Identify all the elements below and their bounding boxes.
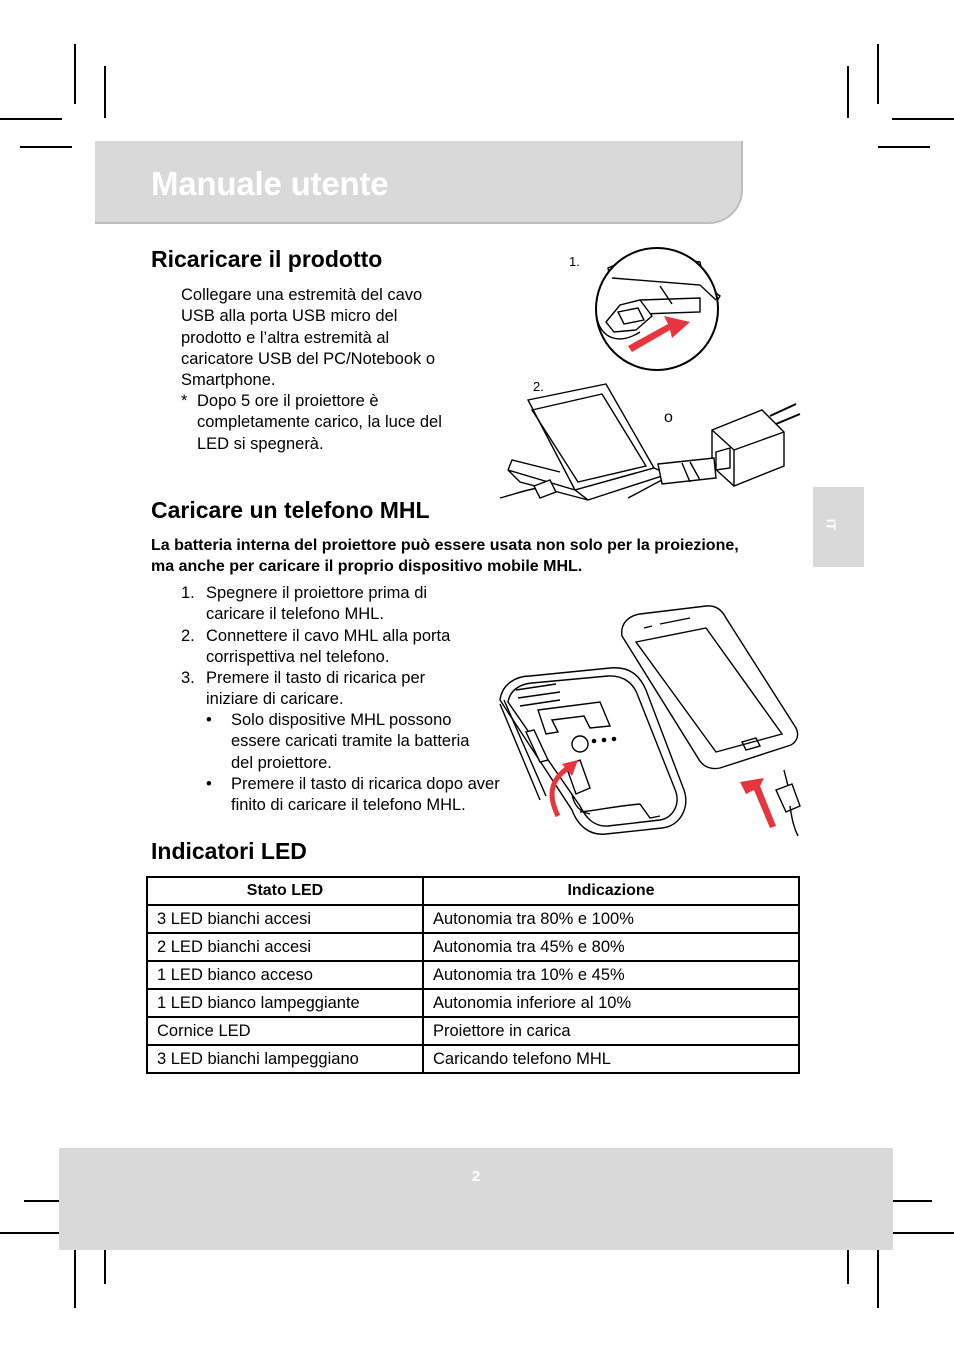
text-line: USB alla porta USB micro del [181, 307, 398, 326]
table-cell: Autonomia inferiore al 10% [423, 989, 799, 1017]
text-line: caricare il telefono MHL. [206, 605, 384, 624]
step-number: 1. [181, 584, 195, 602]
page-number: 2 [471, 1168, 481, 1185]
table-row [147, 933, 799, 961]
page-title: Manuale utente [151, 165, 389, 202]
text-line: Premere il tasto di ricarica per [206, 669, 426, 688]
table-cell: Caricando telefono MHL [423, 1045, 799, 1073]
section-heading-charging: Ricaricare il prodotto [151, 246, 383, 272]
table-row [147, 1045, 799, 1073]
table-cell: Autonomia tra 45% e 80% [423, 933, 799, 961]
text-line: completamente carico, la luce del [197, 413, 442, 432]
column-header-indication: Indicazione [423, 877, 799, 905]
footer-band [59, 1148, 893, 1250]
text-line: caricatore USB del PC/Notebook o [181, 349, 436, 368]
column-header-led-state: Stato LED [147, 877, 423, 905]
table-row [147, 961, 799, 989]
table-cell: Autonomia tra 10% e 45% [423, 961, 799, 989]
text-line: Smartphone. [181, 371, 276, 390]
step-number: 3. [181, 669, 195, 688]
table-row [147, 905, 799, 933]
language-tab-label: IT [823, 518, 839, 531]
text-line: LED si spegnerà. [197, 434, 324, 453]
table-row [147, 1017, 799, 1045]
text-line: finito di caricare il telefono MHL. [231, 796, 466, 815]
table-cell: Autonomia tra 80% e 100% [423, 905, 799, 933]
table-cell: Cornice LED [147, 1017, 423, 1045]
table-row [147, 989, 799, 1017]
led-indicator-table [146, 876, 800, 1074]
text-line: prodotto e l’altra estremità al [181, 328, 390, 347]
table-cell: Proiettore in carica [423, 1017, 799, 1045]
bullet: • [206, 774, 212, 793]
note-asterisk: * [181, 392, 188, 410]
table-header-row [147, 877, 799, 905]
text-line: ma anche per caricare il proprio dispositivo mobile MHL. [151, 558, 583, 575]
text-line: Collegare una estremità del cavo [181, 286, 423, 304]
step-number: 2. [181, 626, 195, 645]
section-heading-mhl: Caricare un telefono MHL [151, 497, 430, 523]
text-line: iniziare di caricare. [206, 690, 344, 709]
text-line: La batteria interna del proiettore può essere usata non solo per la proiezione, [151, 537, 739, 554]
text-line: Spegnere il proiettore prima di [206, 584, 428, 602]
text-line: essere caricati tramite la batteria [231, 732, 470, 751]
text-line: corrispettiva nel telefono. [206, 647, 390, 666]
text-line: Premere il tasto di ricarica dopo aver [231, 774, 500, 793]
table-cell: 3 LED bianchi accesi [147, 905, 423, 933]
table-cell: 3 LED bianchi lampeggiano [147, 1045, 423, 1073]
bullet: • [206, 711, 212, 729]
text-line: Solo dispositive MHL possono [231, 711, 452, 729]
text-line: Dopo 5 ore il proiettore è [197, 392, 379, 410]
table-cell: 2 LED bianchi accesi [147, 933, 423, 961]
figure-step-2-label: 2. [533, 379, 544, 394]
text-line: Connettere il cavo MHL alla porta [206, 626, 451, 645]
table-cell: 1 LED bianco acceso [147, 961, 423, 989]
figure-step-1-label: 1. [569, 254, 580, 269]
text-line: del proiettore. [231, 753, 332, 772]
section-heading-led: Indicatori LED [151, 838, 307, 864]
table-cell: 1 LED bianco lampeggiante [147, 989, 423, 1017]
figure-or-label: o [664, 409, 673, 426]
